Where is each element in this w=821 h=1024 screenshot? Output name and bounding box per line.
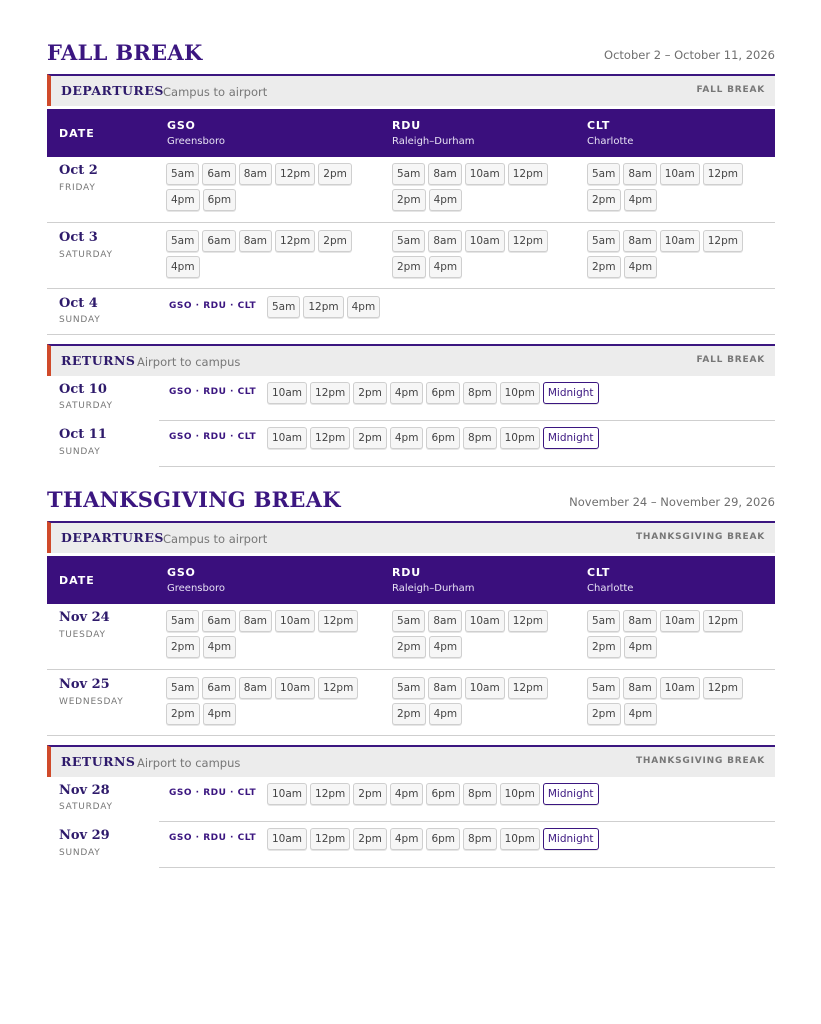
time-chip[interactable]: 10am xyxy=(267,427,307,449)
time-chip[interactable]: 4pm xyxy=(166,256,200,278)
time-chip[interactable]: 2pm xyxy=(392,703,426,725)
row-date: Oct 3 xyxy=(59,230,98,245)
table-row xyxy=(47,289,775,335)
time-chip[interactable]: 5am xyxy=(166,230,199,252)
time-chip[interactable]: 4pm xyxy=(624,703,658,725)
time-chip[interactable]: 5am xyxy=(392,677,425,699)
returns-bar xyxy=(47,344,775,376)
time-chip[interactable]: 10pm xyxy=(500,382,540,404)
time-chip[interactable]: 2pm xyxy=(392,189,426,211)
time-chip[interactable]: 12pm xyxy=(310,382,350,404)
all-airports-times xyxy=(267,296,767,322)
row-date: Nov 24 xyxy=(59,610,110,625)
time-chip[interactable]: 5am xyxy=(587,610,620,632)
row-day: FRIDAY xyxy=(59,183,96,193)
row-divider xyxy=(47,334,775,335)
all-airports-times xyxy=(267,382,767,408)
time-chip[interactable]: 6pm xyxy=(426,783,460,805)
header-clt xyxy=(587,566,633,594)
clt-times xyxy=(587,230,777,282)
route-label: GSO · RDU · CLT xyxy=(169,833,257,843)
header-date: DATE xyxy=(59,574,95,587)
departures-table-header xyxy=(47,556,775,604)
row-divider xyxy=(159,867,775,868)
returns-label: RETURNS xyxy=(61,353,136,368)
time-chip[interactable]: 4pm xyxy=(429,256,463,278)
header-code: GSO xyxy=(167,566,196,579)
time-chip[interactable]: 4pm xyxy=(624,256,658,278)
table-row xyxy=(47,670,775,736)
time-chip[interactable]: 12pm xyxy=(508,610,548,632)
time-chip[interactable]: 8pm xyxy=(463,783,497,805)
row-date: Oct 10 xyxy=(59,382,107,397)
time-chip[interactable]: 10am xyxy=(267,783,307,805)
time-chip[interactable]: Midnight xyxy=(543,783,599,805)
table-row xyxy=(47,376,775,421)
table-row xyxy=(47,777,775,822)
time-chip[interactable]: 10pm xyxy=(500,427,540,449)
header-code: GSO xyxy=(167,119,196,132)
header-code: CLT xyxy=(587,119,611,132)
time-chip[interactable]: 2pm xyxy=(166,703,200,725)
header-city: Raleigh–Durham xyxy=(392,136,475,147)
time-chip[interactable]: 2pm xyxy=(166,636,200,658)
table-row xyxy=(47,223,775,289)
time-chip[interactable]: 2pm xyxy=(353,783,387,805)
gso-times xyxy=(166,677,381,729)
time-chip[interactable]: 12pm xyxy=(508,230,548,252)
header-gso xyxy=(167,566,225,594)
thanksgiving-break-section xyxy=(47,487,775,868)
time-chip[interactable]: 12pm xyxy=(508,677,548,699)
time-chip[interactable]: 5am xyxy=(392,610,425,632)
header-rdu xyxy=(392,566,474,594)
time-chip[interactable]: 8am xyxy=(623,677,656,699)
returns-subtitle: Airport to campus xyxy=(137,756,241,770)
rdu-times xyxy=(392,677,582,729)
time-chip[interactable]: 10am xyxy=(465,230,505,252)
time-chip[interactable]: 8am xyxy=(428,677,461,699)
fall-break-section xyxy=(47,40,775,467)
time-chip[interactable]: 10am xyxy=(660,163,700,185)
time-chip[interactable]: 2pm xyxy=(587,189,621,211)
time-chip[interactable]: 12pm xyxy=(310,427,350,449)
time-chip[interactable]: 12pm xyxy=(508,163,548,185)
clt-times xyxy=(587,677,777,729)
section-date-range: November 24 – November 29, 2026 xyxy=(569,495,775,509)
header-code: RDU xyxy=(392,119,421,132)
time-chip[interactable]: 4pm xyxy=(390,828,424,850)
row-day: SATURDAY xyxy=(59,802,113,812)
time-chip[interactable]: 6pm xyxy=(426,427,460,449)
all-airports-times xyxy=(267,427,767,453)
route-label: GSO · RDU · CLT xyxy=(169,387,257,397)
returns-bar xyxy=(47,745,775,777)
gso-times xyxy=(166,163,381,215)
time-chip[interactable]: 2pm xyxy=(587,256,621,278)
row-date: Oct 4 xyxy=(59,296,98,311)
route-label: GSO · RDU · CLT xyxy=(169,432,257,442)
time-chip[interactable]: 2pm xyxy=(318,230,352,252)
time-chip[interactable]: 4pm xyxy=(347,296,381,318)
time-chip[interactable]: 5am xyxy=(267,296,300,318)
returns-label: RETURNS xyxy=(61,754,136,769)
time-chip[interactable]: 10am xyxy=(465,163,505,185)
time-chip[interactable]: Midnight xyxy=(543,382,599,404)
time-chip[interactable]: 8am xyxy=(623,230,656,252)
time-chip[interactable]: 4pm xyxy=(390,427,424,449)
time-chip[interactable]: 2pm xyxy=(318,163,352,185)
time-chip[interactable]: 10am xyxy=(267,828,307,850)
time-chip[interactable]: 5am xyxy=(392,163,425,185)
break-tag: THANKSGIVING BREAK xyxy=(635,756,765,766)
time-chip[interactable]: 8am xyxy=(623,610,656,632)
departures-table-header xyxy=(47,109,775,157)
row-date: Nov 29 xyxy=(59,828,110,843)
table-row xyxy=(47,604,775,670)
time-chip[interactable]: 8am xyxy=(428,163,461,185)
time-chip[interactable]: 8am xyxy=(428,230,461,252)
time-chip[interactable]: 5am xyxy=(587,163,620,185)
time-chip[interactable]: 10am xyxy=(660,230,700,252)
clt-times xyxy=(587,610,777,662)
departures-label: DEPARTURES xyxy=(61,83,164,98)
time-chip[interactable]: 8am xyxy=(239,610,272,632)
time-chip[interactable]: 10am xyxy=(660,610,700,632)
row-day: WEDNESDAY xyxy=(59,697,124,707)
returns-subtitle: Airport to campus xyxy=(137,355,241,369)
time-chip[interactable]: 5am xyxy=(166,610,199,632)
time-chip[interactable]: 8am xyxy=(239,677,272,699)
departures-bar xyxy=(47,74,775,106)
all-airports-times xyxy=(267,828,767,854)
row-divider xyxy=(47,735,775,736)
clt-times xyxy=(587,163,777,215)
row-date: Nov 25 xyxy=(59,677,110,692)
time-chip[interactable]: 12pm xyxy=(318,677,358,699)
time-chip[interactable]: 8am xyxy=(428,610,461,632)
header-rdu xyxy=(392,119,474,147)
departures-bar xyxy=(47,521,775,553)
time-chip[interactable]: 10am xyxy=(465,610,505,632)
time-chip[interactable]: 5am xyxy=(587,677,620,699)
row-day: SATURDAY xyxy=(59,250,113,260)
time-chip[interactable]: 6pm xyxy=(203,189,237,211)
time-chip[interactable]: 4pm xyxy=(429,636,463,658)
time-chip[interactable]: 2pm xyxy=(392,636,426,658)
route-label: GSO · RDU · CLT xyxy=(169,301,257,311)
time-chip[interactable]: 6pm xyxy=(426,382,460,404)
row-day: SUNDAY xyxy=(59,447,101,457)
header-code: RDU xyxy=(392,566,421,579)
row-day: SATURDAY xyxy=(59,401,113,411)
time-chip[interactable]: 6am xyxy=(202,610,235,632)
header-code: CLT xyxy=(587,566,611,579)
header-city: Charlotte xyxy=(587,136,634,147)
all-airports-times xyxy=(267,783,767,809)
departures-label: DEPARTURES xyxy=(61,530,164,545)
time-chip[interactable]: 4pm xyxy=(390,783,424,805)
time-chip[interactable]: 4pm xyxy=(624,636,658,658)
time-chip[interactable]: 2pm xyxy=(353,382,387,404)
time-chip[interactable]: 5am xyxy=(587,230,620,252)
time-chip[interactable]: 10am xyxy=(275,610,315,632)
time-chip[interactable]: 12pm xyxy=(703,677,743,699)
time-chip[interactable]: 4pm xyxy=(390,382,424,404)
time-chip[interactable]: 4pm xyxy=(203,703,237,725)
header-clt xyxy=(587,119,633,147)
route-label: GSO · RDU · CLT xyxy=(169,788,257,798)
section-header xyxy=(47,40,775,74)
header-city: Greensboro xyxy=(167,136,225,147)
section-title: FALL BREAK xyxy=(47,40,203,65)
time-chip[interactable]: 5am xyxy=(166,163,199,185)
time-chip[interactable]: 12pm xyxy=(318,610,358,632)
rdu-times xyxy=(392,610,582,662)
row-day: SUNDAY xyxy=(59,848,101,858)
table-row xyxy=(47,157,775,223)
time-chip[interactable]: 6am xyxy=(202,677,235,699)
time-chip[interactable]: 10am xyxy=(275,677,315,699)
time-chip[interactable]: 4pm xyxy=(429,189,463,211)
departures-subtitle: Campus to airport xyxy=(163,532,268,546)
time-chip[interactable]: 4pm xyxy=(429,703,463,725)
header-city: Charlotte xyxy=(587,583,634,594)
time-chip[interactable]: 10pm xyxy=(500,828,540,850)
rdu-times xyxy=(392,230,582,282)
header-date: DATE xyxy=(59,127,95,140)
time-chip[interactable]: 6am xyxy=(202,163,235,185)
time-chip[interactable]: 4pm xyxy=(624,189,658,211)
row-divider xyxy=(159,466,775,467)
time-chip[interactable]: 12pm xyxy=(310,783,350,805)
time-chip[interactable]: Midnight xyxy=(543,427,599,449)
time-chip[interactable]: 10am xyxy=(267,382,307,404)
row-date: Oct 2 xyxy=(59,163,98,178)
time-chip[interactable]: 10pm xyxy=(500,783,540,805)
break-tag: FALL BREAK xyxy=(696,355,765,365)
time-chip[interactable]: 2pm xyxy=(587,636,621,658)
time-chip[interactable]: 8am xyxy=(623,163,656,185)
gso-times xyxy=(166,610,381,662)
time-chip[interactable]: 8am xyxy=(239,230,272,252)
time-chip[interactable]: 12pm xyxy=(303,296,343,318)
time-chip[interactable]: 8am xyxy=(239,163,272,185)
time-chip[interactable]: 2pm xyxy=(353,427,387,449)
time-chip[interactable]: 10am xyxy=(660,677,700,699)
time-chip[interactable]: 6pm xyxy=(426,828,460,850)
time-chip[interactable]: 12pm xyxy=(703,230,743,252)
time-chip[interactable]: 12pm xyxy=(275,163,315,185)
time-chip[interactable]: 2pm xyxy=(392,256,426,278)
time-chip[interactable]: 8pm xyxy=(463,828,497,850)
break-tag: THANKSGIVING BREAK xyxy=(635,532,765,542)
time-chip[interactable]: 12pm xyxy=(310,828,350,850)
table-row xyxy=(47,822,775,868)
break-tag: FALL BREAK xyxy=(696,85,765,95)
row-day: SUNDAY xyxy=(59,315,101,325)
time-chip[interactable]: 12pm xyxy=(703,610,743,632)
section-title: THANKSGIVING BREAK xyxy=(47,487,341,512)
time-chip[interactable]: 5am xyxy=(166,677,199,699)
header-city: Raleigh–Durham xyxy=(392,583,475,594)
header-city: Greensboro xyxy=(167,583,225,594)
time-chip[interactable]: 5am xyxy=(392,230,425,252)
time-chip[interactable]: 8pm xyxy=(463,382,497,404)
time-chip[interactable]: 2pm xyxy=(353,828,387,850)
time-chip[interactable]: 8pm xyxy=(463,427,497,449)
time-chip[interactable]: 6am xyxy=(202,230,235,252)
row-date: Oct 11 xyxy=(59,427,107,442)
time-chip[interactable]: 12pm xyxy=(275,230,315,252)
time-chip[interactable]: 10am xyxy=(465,677,505,699)
header-gso xyxy=(167,119,225,147)
section-header xyxy=(47,487,775,521)
time-chip[interactable]: 2pm xyxy=(587,703,621,725)
table-row xyxy=(47,421,775,467)
row-day: TUESDAY xyxy=(59,630,106,640)
time-chip[interactable]: 4pm xyxy=(203,636,237,658)
time-chip[interactable]: 12pm xyxy=(703,163,743,185)
departures-subtitle: Campus to airport xyxy=(163,85,268,99)
row-date: Nov 28 xyxy=(59,783,110,798)
gso-times xyxy=(166,230,381,282)
time-chip[interactable]: 4pm xyxy=(166,189,200,211)
time-chip[interactable]: Midnight xyxy=(543,828,599,850)
rdu-times xyxy=(392,163,582,215)
section-date-range: October 2 – October 11, 2026 xyxy=(604,48,775,62)
